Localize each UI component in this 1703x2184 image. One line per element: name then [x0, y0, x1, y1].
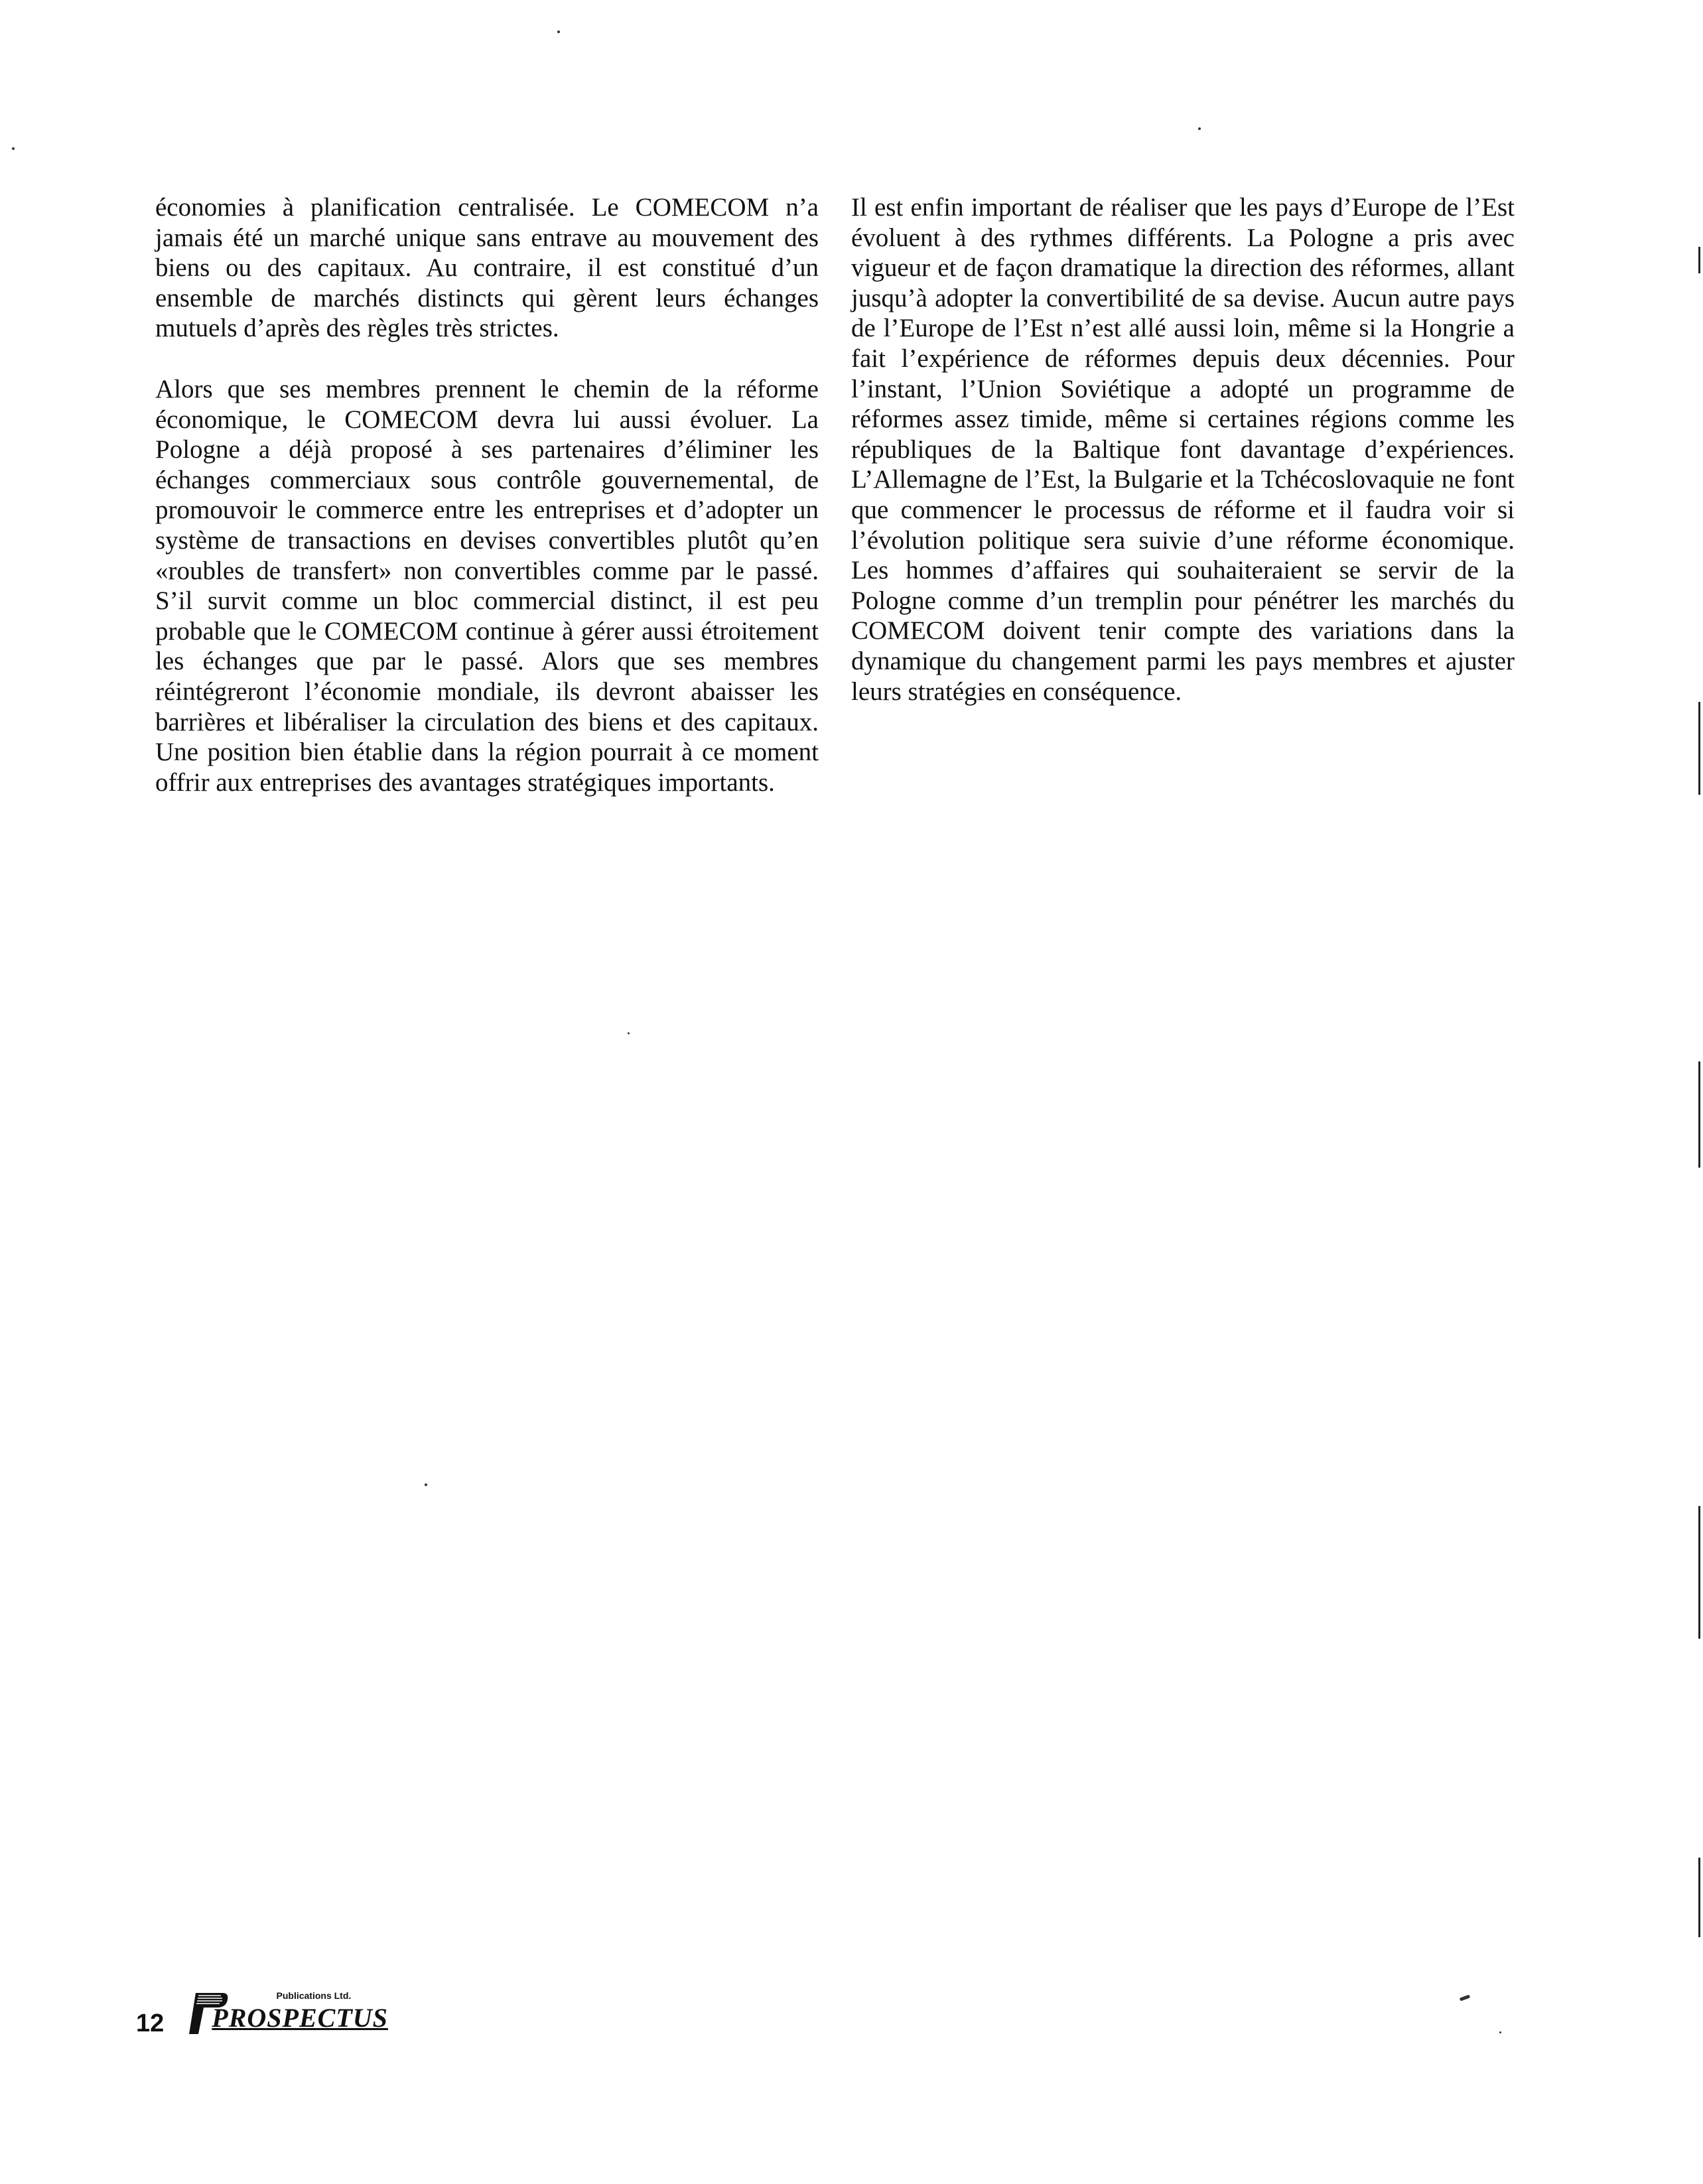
scan-speck	[628, 1032, 630, 1034]
paragraph: économies à planification centralisée. Le COMECOM n’a jamais été un marché unique sans entrave au mouvement des biens ou des capitaux. Au contraire, il est constitué d’un ensemble de marchés distincts qui gèrent leurs échanges mutuels d’après des règles très strictes.	[155, 193, 819, 343]
right-column	[851, 192, 1515, 737]
scan-speck	[1499, 2031, 1501, 2033]
prospectus-logo	[184, 1989, 388, 2037]
scan-edge-mark	[1698, 1506, 1700, 1639]
scan-speck	[1460, 1994, 1471, 2001]
paragraph: Il est enfin important de réaliser que les pays d’Europe de l’Est évoluent à des rythmes différents. La Pologne a pris avec vigueur et de façon dramatique la direction des réformes, allant jusqu’à adopter la convertibilité de sa devise. Aucun autre pays de l’Europe de l’Est n’est allé aussi loin, même si la Hongrie a fait l’expérience de réformes depuis deux décennies. Pour l’instant, l’Union Soviétique a adopté un programme de réformes assez timide, même si certaines régions comme les républiques de la Baltique font davantage d’expériences. L’Allemagne de l’Est, la Bulgarie et la Tchécoslovaquie ne font que commencer le processus de réforme et il faudra voir si l’évolution politique sera suivie d’une réforme économique. Les hommes d’affaires qui souhaiteraient se servir de la Pologne comme d’un tremplin pour pénétrer les marchés du COMECOM doivent tenir compte des variations dans la dynamique du changement parmi les pays membres et ajuster leurs stratégies en conséquence.	[851, 193, 1515, 706]
scan-speck	[557, 31, 560, 33]
page-footer	[136, 1989, 388, 2037]
scan-edge-mark	[1698, 247, 1700, 273]
logo-publisher: Publications Ltd.	[276, 1990, 352, 2001]
logo-wordmark: PROSPECTUS	[212, 2003, 388, 2033]
left-column	[155, 192, 819, 828]
scan-speck	[12, 147, 15, 150]
scan-edge-mark	[1698, 1061, 1700, 1168]
page-number: 12	[136, 2010, 165, 2037]
scan-edge-mark	[1698, 1858, 1700, 1937]
paragraph: Alors que ses membres prennent le chemin de la réforme économique, le COMECOM devra lui aussi évoluer. La Pologne a déjà proposé à ses partenaires d’éliminer les échanges commerciaux sous contrôle gouvernemental, de promouvoir le commerce entre les entreprises et d’adopter un système de transactions en devises convertibles plutôt qu’en «roubles de transfert» non convertibles comme par le passé. S’il survit comme un bloc commercial distinct, il est peu probable que le COMECOM continue à gérer aussi étroitement les échanges que par le passé. Alors que ses membres réintégreront l’économie mondiale, ils devront abaisser les barrières et libéraliser la circulation des biens et des capitaux. Une position bien établie dans la région pourrait à ce moment offrir aux entreprises des avantages stratégiques importants.	[155, 374, 819, 797]
scan-speck	[1198, 127, 1201, 130]
scan-speck	[425, 1483, 427, 1486]
scan-edge-mark	[1698, 702, 1700, 795]
